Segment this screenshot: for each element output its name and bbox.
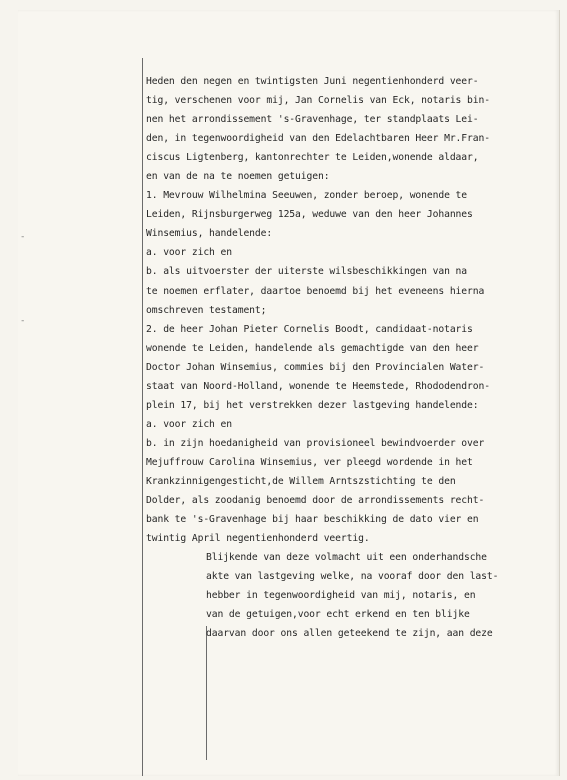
text-line: b. als uitvoerster der uiterste wilsbeschikkingen van na [146,266,468,278]
margin-rule [142,58,143,776]
text-line: Doctor Johan Winsemius, commies bij den Provincialen Water- [146,361,485,373]
text-line: 1. Mevrouw Wilhelmina Seeuwen, zonder beroep, wonende te [146,190,468,202]
text-line: 2. de heer Johan Pieter Cornelis Boodt, candidaat-notaris [146,323,473,335]
indented-text-line: hebber in tegenwoordigheid van mij, notaris, en [206,590,476,602]
text-line: plein 17, bij het verstrekken dezer lastgeving handelende: [146,399,479,411]
deed-text [146,72,518,643]
indented-text-line: van de getuigen,voor echt erkend en ten blijke [206,609,470,621]
text-line: a. voor zich en [146,247,232,259]
text-line: omschreven testament; [146,304,267,316]
text-line: Leiden, Rijnsburgerweg 125a, weduwe van den heer Johannes [146,209,473,221]
indent-rule [206,626,207,760]
text-line: en van de na te noemen getuigen: [146,171,330,183]
margin-mark: - [20,316,26,326]
text-line: ciscus Ligtenberg, kantonrechter te Leiden,wonende aldaar, [146,152,479,164]
text-line: nen het arrondissement 's-Gravenhage, ter standplaats Lei- [146,114,479,126]
indented-text-line: daarvan door ons allen geteekend te zijn, aan deze [206,628,493,640]
margin-mark: - [20,232,26,242]
text-line: Dolder, als zoodanig benoemd door de arrondissements recht- [146,495,485,507]
text-line: Winsemius, handelende: [146,228,273,240]
indented-text-line: Blijkende van deze volmacht uit een onderhandsche [206,552,487,564]
text-line: Mejuffrouw Carolina Winsemius, ver pleegd wordende in het [146,456,473,468]
text-line: Heden den negen en twintigsten Juni negentienhonderd veer- [146,76,479,87]
indented-text-line: akte van lastgeving welke, na vooraf door den last- [206,571,499,583]
text-line: bank te 's-Gravenhage bij haar beschikking de dato vier en [146,514,479,526]
text-line: wonende te Leiden, handelende als gemachtigde van den heer [146,342,479,354]
text-line: a. voor zich en [146,418,232,430]
text-line: den, in tegenwoordigheid van den Edelachtbaren Heer Mr.Fran- [146,133,490,145]
text-line: tig, verschenen voor mij, Jan Cornelis van Eck, notaris bin- [146,95,490,107]
text-line: Krankzinnigengesticht,de Willem Arntszstichting te den [146,475,456,487]
text-line: te noemen erflater, daartoe benoemd bij het eveneens hierna [146,285,485,297]
text-line: b. in zijn hoedanigheid van provisioneel bewindvoerder over [146,437,485,449]
text-line: twintig April negentienhonderd veertig. [146,533,370,545]
text-line: staat van Noord-Holland, wonende te Heemstede, Rhododendron- [146,380,490,392]
